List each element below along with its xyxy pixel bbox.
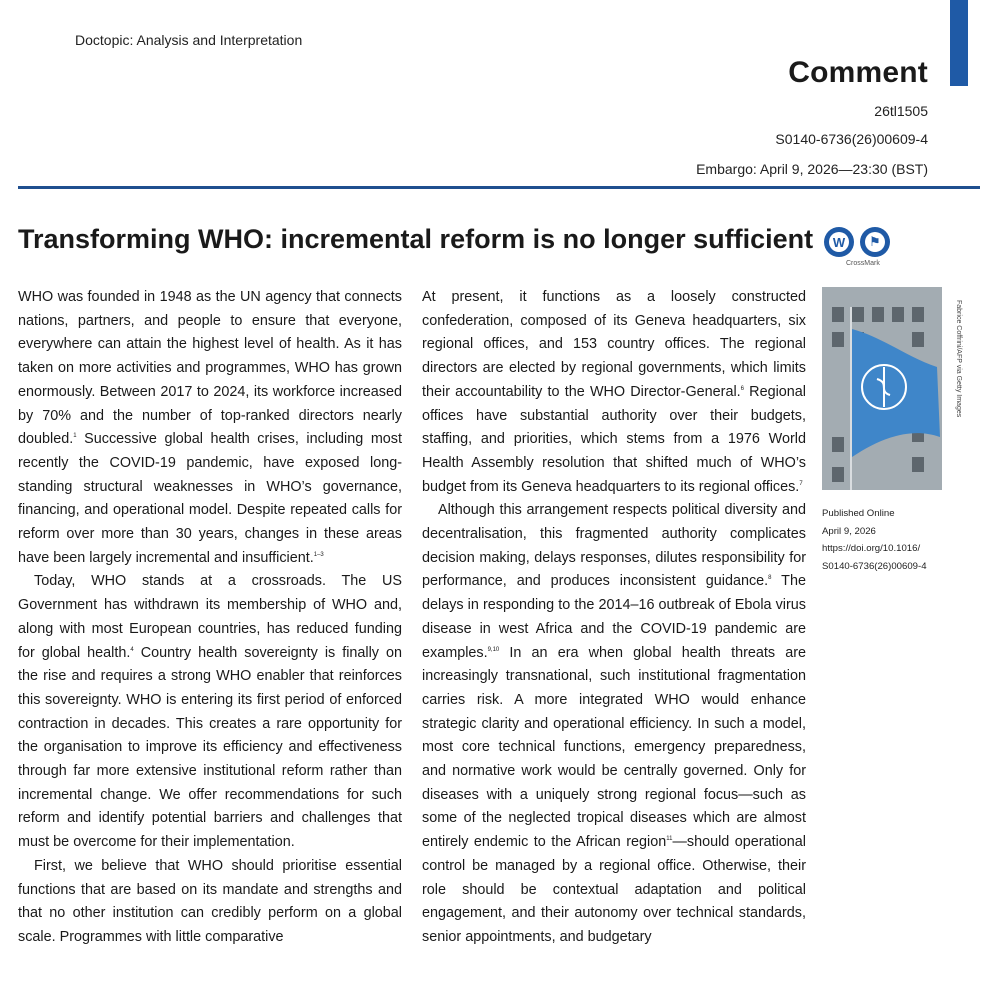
paragraph: Although this arrangement respects political diversity and decentralisation, this fragmented authority complicates decision making, delays responses, dilutes responsibility for performance, and produces inconsistent guidance.$^8$ The delays in responding to the 2014–16 outbreak of Ebola virus disease in west Africa and the COVID-19 pandemic are examples.$^{9,10}$ In an era when global health threats are increasingly transnational, such institutional fragmentation carries risk. A more integrated WHO would enhance strategic clarity and operational efficiency. In such a model, most core technical functions, emergency preparedness, and normative work would be centrally governed. Only for diseases with a uniquely strong regional focus—such as some of the neglected tropical diseases which are almost entirely endemic to the African region$^{11}$—should operational control be managed by a regional office. Otherwise, their role should be contextual adaptation and political engagement, and their autonomy over technical standards, senior appointments, and budgetary <box>422 502 806 945</box>
who-flag-photo <box>822 287 942 490</box>
doctopic-label: Doctopic: Analysis and Interpretation <box>75 32 303 48</box>
doi-link-cont[interactable]: S0140-6736(26)00609-4 <box>822 560 927 572</box>
body-column-right <box>422 286 806 950</box>
article-code: 26tl1505 <box>874 103 928 119</box>
header-rule <box>18 186 980 189</box>
published-label: Published Online <box>822 508 895 519</box>
crossmark-icon[interactable]: ⚑ <box>860 227 890 257</box>
paragraph: At present, it functions as a loosely constructed confederation, composed of its Geneva headquarters, six regional offices, and 153 country offices. The regional directors are elected by regional governments, which limits their accountability to the WHO Director-General.$^6$ Regional offices have substantial authority over their budgets, staffing, and priorities, which stems from a 1976 World Health Assembly resolution that shifted much of WHO’s budget from its Geneva headquarters to its regional offices.$^7$ <box>422 289 806 495</box>
article-pii: S0140-6736(26)00609-4 <box>775 131 928 147</box>
section-title: Comment <box>788 56 928 89</box>
article-title: Transforming WHO: incremental reform is no longer sufficient <box>18 224 814 254</box>
publication-info <box>822 505 927 575</box>
open-access-icon[interactable]: W <box>824 227 854 257</box>
paragraph: Today, WHO stands at a crossroads. The US Government has withdrawn its membership of WHO and, along with most European countries, has reduced funding for global health.$^4$ Country health sovereignty is finally on the rise and requires a strong WHO enabler that reinforces this sovereignty. WHO is entering its first period of enforced contraction in decades. This creates a rare opportunity for the organisation to improve its efficiency and effectiveness through far more extensive institutional reform rather than incremental change. We offer recommendations for such reform and identify potential barriers and challenges that must be overcome for their implementation. <box>18 573 402 851</box>
crossmark-label: CrossMark <box>846 260 880 267</box>
paragraph: WHO was founded in 1948 as the UN agency that connects nations, partners, and people to ensure that everyone, everywhere can attain the highest level of health. As it has taken on more activities and programmes, WHO has grown enormously. Between 2017 to 2024, its workforce increased by 70% and the number of top-ranked directors nearly doubled.$^1$ Successive global health crises, including most recently the COVID-19 pandemic, have exposed long-standing structural weaknesses in WHO’s governance, financing, and operational model. Despite repeated calls for reform over more than 30 years, changes in these areas have been largely incremental and insufficient.$^{1-3}$ <box>18 289 402 566</box>
body-column-left <box>18 286 402 950</box>
accent-bar <box>950 0 968 86</box>
paragraph: First, we believe that WHO should prioritise essential functions that are based on its mandate and strengths and that no other institution can credibly perform on a global scale. Programmes with little comparative <box>18 857 402 945</box>
published-date: April 9, 2026 <box>822 525 876 537</box>
embargo-line: Embargo: April 9, 2026—23:30 (BST) <box>696 161 928 177</box>
photo-credit <box>952 300 964 490</box>
photo-credit-text: Fabrice Coffrini/AFP via Getty Images <box>955 300 962 418</box>
doi-link[interactable]: https://doi.org/10.1016/ <box>822 543 921 555</box>
flag-image <box>822 287 942 490</box>
